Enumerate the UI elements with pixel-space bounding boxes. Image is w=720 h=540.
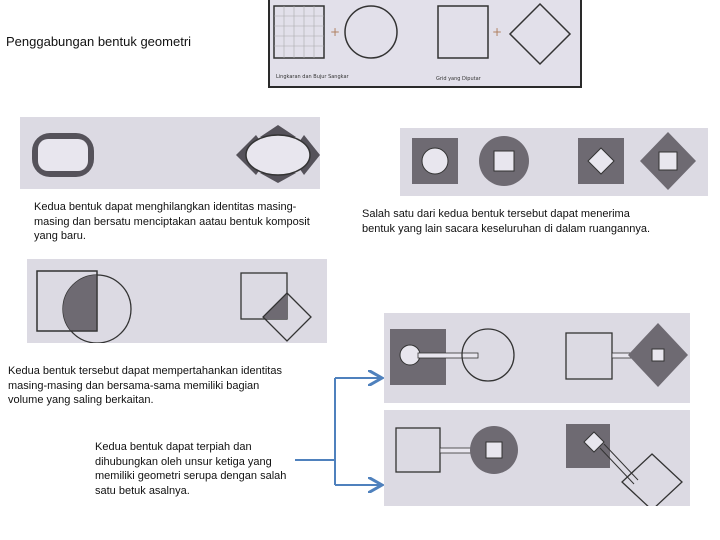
caption-overlap: Kedua bentuk tersebut dapat mempertahankan identitas masing-masing dan bersama-sama memiliki bagian volume yang saling berkaitan. xyxy=(8,365,282,406)
caption-linked: Kedua bentuk dapat terpiah dan dihubungkan oleh unsur ketiga yang memiliki geometri serupa dengan salah satu betuk asalnya. xyxy=(95,441,287,497)
svg-text:+: + xyxy=(492,25,503,39)
caption-elimination: Kedua bentuk dapat menghilangkan identitas masing-masing dan bersatu menciptakan aatau bentuk komposit yang baru. xyxy=(34,201,310,242)
top-left-label: Lingkaran dan Bujur Sangkar xyxy=(276,74,349,80)
page-title: Penggabungan bentuk geometri xyxy=(6,34,192,49)
top-right-label: Grid yang Diputar xyxy=(436,76,481,82)
svg-text:+: + xyxy=(330,25,341,39)
caption-containment: Salah satu dari kedua bentuk tersebut dapat menerima bentuk yang lain sacara keseluruhan di dalam ruangannya. xyxy=(362,208,651,235)
